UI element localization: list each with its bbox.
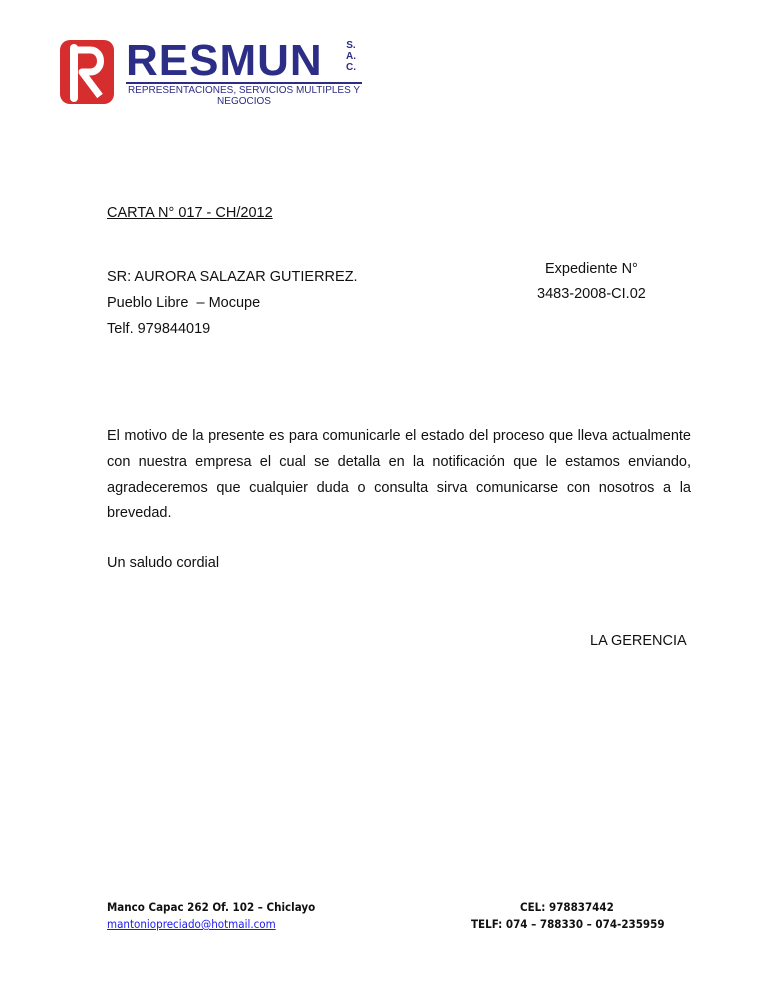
recipient-name: SR: AURORA SALAZAR GUTIERREZ. [107,269,358,285]
signature: LA GERENCIA [590,633,687,649]
footer-telf: TELF: 074 – 788330 – 074-235959 [471,917,665,931]
footer-email-link[interactable]: mantoniopreciado@hotmail.com [107,917,276,931]
expediente-label: Expediente N° [545,261,638,277]
expediente-number: 3483-2008-CI.02 [537,286,646,302]
brand-tagline: REPRESENTACIONES, SERVICIOS MULTIPLES Y NEGOCIOS [126,82,362,107]
footer-address: Manco Capac 262 Of. 102 – Chiclayo [107,900,316,914]
letter-reference: CARTA N° 017 - CH/2012 [107,205,273,221]
company-logo [60,38,370,110]
recipient-address: Pueblo Libre – Mocupe [107,295,261,311]
footer-cel: CEL: 978837442 [520,900,614,914]
brand-name: RESMUN [126,36,323,85]
recipient-phone: Telf. 979844019 [107,321,211,337]
letter-closing: Un saludo cordial [107,555,220,571]
brand-suffix: S. A. C. [346,40,356,73]
r-logo-icon [60,38,116,106]
letter-body: El motivo de la presente es para comunicarle el estado del proceso que lleva actualmente con nuestra empresa el cual se detalla en la notificación que le estamos enviando, agradeceremos que cualquier duda o consulta sirva comunicarse con nosotros a la brevedad. [107,428,691,522]
